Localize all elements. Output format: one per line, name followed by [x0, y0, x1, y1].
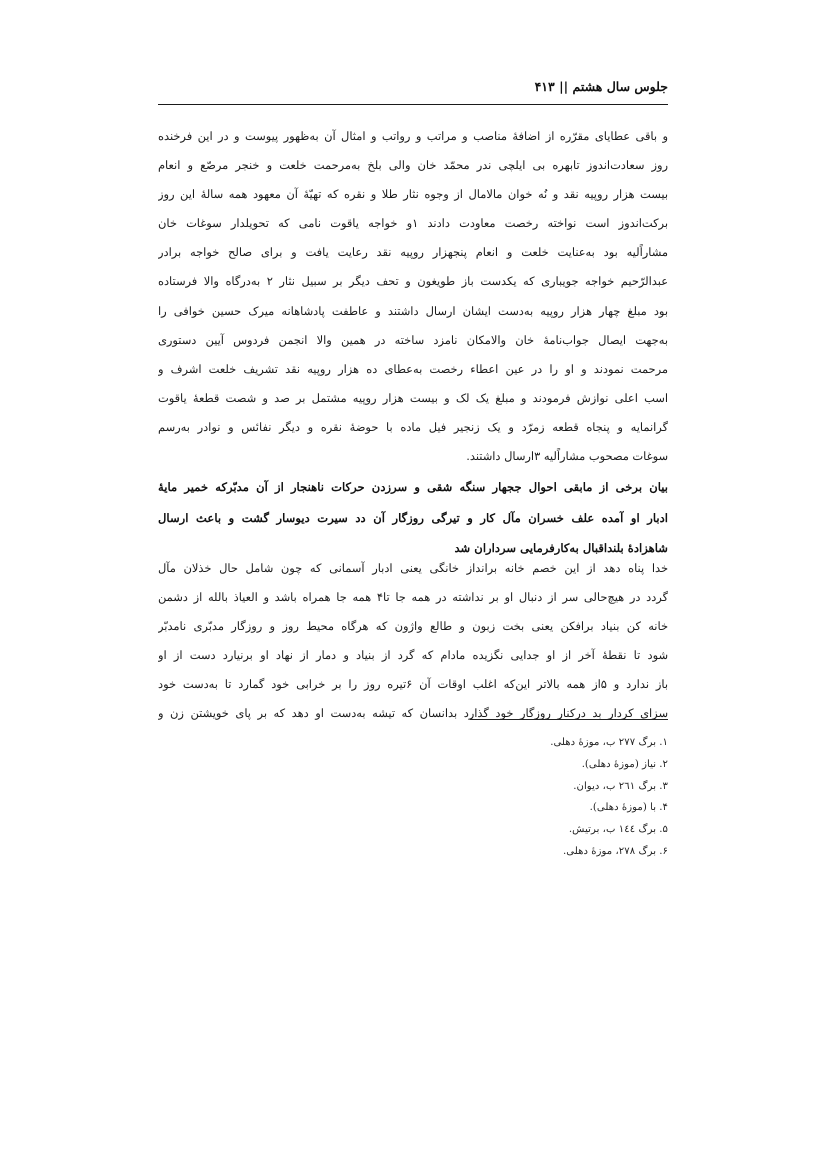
text-line: مرحمت نمودند و او را در عین اعطاء رخصت به‌عطای ده هزار روپیه نقد تشریف خلعت اشرف و	[158, 361, 668, 376]
footnote-divider	[470, 719, 668, 720]
footnote-item: ۱. برگ ۲۷۷ ب، موزۀ دهلی.	[550, 737, 668, 748]
paragraph-2	[158, 554, 668, 729]
text-line: باز ندارد و ۵از همه بالاتر این‌که اغلب اوقات آن ۶تیره روز را بر خرابی خود گمارد تا به‌دست خود	[158, 677, 668, 692]
page-header	[158, 76, 668, 105]
footnote-item: ۲. نیاز (موزۀ دهلی).	[581, 758, 668, 770]
text-line: گرانمایه و پنجاه قطعه زمرّد و یک زنجیر فیل ماده با حوضۀ نقره و دیگر نفائس و نوادر به‌رسم	[158, 419, 668, 434]
text-line: برکت‌اندوز است نواخته رخصت معاودت دادند ۱و خواجه یاقوت نامی که تحویلدار سوغات خان	[158, 216, 668, 231]
text-line: مشاراًلیه بود به‌عنایت خلعت و انعام پنجهزار روپیه نقد رعایت یافت و برای صالح خواجه برادر	[158, 245, 668, 260]
text-line: خانه کن بنیاد برافکن یعنی بخت زبون و طالع واژون که هرگاه محیط روز و روزگار مدبّری نامدبّر	[158, 619, 668, 634]
text-line: بود مبلغ چهار هزار روپیه به‌دست ایشان ارسال داشتند و عاطفت پادشاهانه میرک حسین خوافی را	[158, 303, 668, 318]
text-line: سوغات مصحوب مشاراًلیه ۳ارسال داشتند.	[466, 449, 668, 464]
section-heading	[158, 472, 668, 564]
footnotes	[550, 732, 668, 863]
text-line: خدا پناه دهد از این خصم خانه برانداز خانگی یعنی ادبار آسمانی که چون شامل حال خذلان مآل	[158, 561, 668, 575]
footnote-item: ۳. برگ ۲٦۱ ب، دیوان.	[573, 780, 668, 792]
text-line: بیست هزار روپیه نقد و نُه خوان مالامال از وجوه نثار طلا و نقره که تهیّۀ آن معهود همه سالۀ این روز	[158, 187, 668, 202]
footnote-item: ۵. برگ ۱٤٤ ب، برتیش.	[568, 824, 668, 836]
text-line: عبدالرّحیم خواجه جویباری که یکدست باز طویغون و تحف دیگر بر سبیل نثار ۲ به‌درگاه والا فرستاده	[158, 274, 668, 289]
paragraph-1	[158, 122, 668, 471]
text-line: گردد در هیچ‌حالی سر از دنبال او بر نداشته در همه جا تا۴ همه جا همراه باشد و العیاذ بالله از دشمن	[158, 590, 668, 605]
text-line: روز سعادت‌اندوز تابهره بی ایلچی ندر محمّد خان والی بلخ به‌مرحمت خلعت و خنجر مرصّع و انعام	[158, 158, 668, 173]
heading-line: ادبار او آمده علف خسران مآل کار و تیرگی روزگار آن دد سیرت دیوسار گشت و باعث ارسال	[158, 510, 668, 525]
footnote-item: ۶. برگ ۲۷۸، موزۀ دهلی.	[563, 845, 668, 857]
text-line: سزای کردار بد درکنار روزگار خود گذارد بدانسان که تیشه به‌دست او دهد که بر پای خویشتن زن و	[158, 706, 668, 721]
heading-line: بیان برخی از مابقی احوال ججهار سنگه شقی و سرزدن حرکات ناهنجار از آن مدبّرکه خمیر مایۀ	[158, 480, 668, 494]
text-line: به‌جهت ایصال جواب‌نامۀ خان والامکان نامزد ساخته در همین والا انجمن فردوس آیین دستوری	[158, 332, 668, 347]
footnote-item: ۴. با (موزۀ دهلی).	[589, 802, 668, 814]
text-line: و باقی عطایای مقرّره از اضافۀ مناصب و مراتب و رواتب و امثال آن به‌ظهور پیوست و در این فرخنده	[158, 129, 668, 143]
text-line: اسب اعلی نوازش فرمودند و مبلغ یک لک و بیست هزار روپیه مشتمل بر صد و شصت قطعۀ یاقوت	[158, 390, 668, 405]
running-title: جلوس سال هشتم || ۴۱۳	[534, 79, 668, 94]
heading-line: شاهزادۀ بلنداقبال به‌کارفرمایی سرداران شد	[454, 541, 668, 555]
text-line: شود تا نقطۀ آخر از او جدایی نگزیده مادام که گرد از بنیاد و دمار از نهاد او برنیارد دست از او	[158, 648, 668, 663]
